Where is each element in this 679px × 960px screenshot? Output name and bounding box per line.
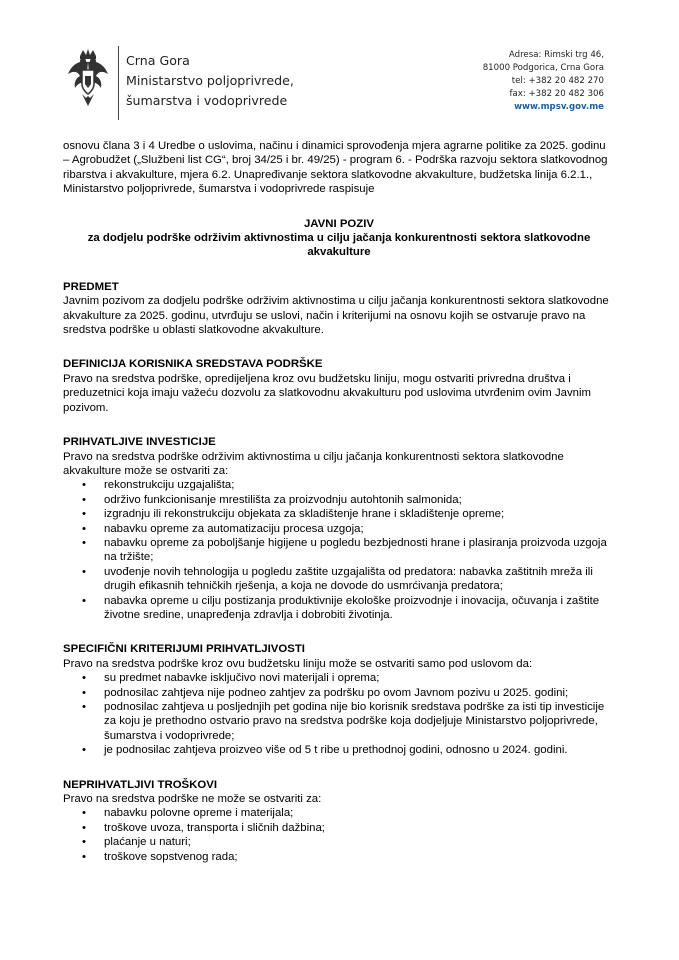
list-specificni — [63, 671, 615, 757]
list-item: • je podnosilac zahtjeva proizveo više od 5 t ribe u prethodnoj godini, odnosno u 2024. godini. — [63, 743, 615, 757]
contact-address: Adresa: Rimski trg 46, — [508, 50, 604, 60]
list-item: • održivo funkcionisanje mrestilišta za proizvodnju autohtonih salmonida; — [63, 493, 615, 507]
intro-paragraph: osnovu člana 3 i 4 Uredbe o uslovima, načinu i dinamici sprovođenja mjera agrarne politike za 2025. godinu – Agrobudžet („Službeni list CG“, broj 34/25 i br. 49/25) - program 6. - Podrška razvoju sektora slatkovodnog ribarstva i akvakulture, mjera 6.2. Unapređivanje sektora slatkovodne akvakulture, budžetska linija 6.2.1., Ministarstvo poljoprivrede, šumarstva i vodoprivrede raspisuje — [63, 140, 608, 196]
section-text-specificni: Pravo na sredstva podrške kroz ovu budžetsku liniju može se ostvariti samo pod uslovom da: — [63, 657, 533, 670]
section-text-definicija: Pravo na sredstva podrške, opredijeljena kroz ovu budžetsku liniju, mogu ostvariti privredna društva i preduzetnici koja imaju važeću dozvolu za slatkovodnu akvakulturu pod uslovima utvrđenim ovim Javnim pozivom. — [63, 372, 592, 414]
section-text-predmet: Javnim pozivom za dodjelu podrške održivim aktivnostima u cilju jačanja konkurentnosti sektora slatkovodne akvakulture za 2025. godinu, utvrđuju se uslovi, način i kriterijumi na osnovu kojih se ostvaruje pravo na sredstva podrške u oblasti slatkovodne akvakulture. — [63, 295, 609, 337]
contact-web-link[interactable]: www.mpsv.gov.me — [514, 102, 604, 112]
document-body — [63, 139, 615, 864]
list-item: • troškove sopstvenog rada; — [63, 850, 615, 864]
contact-fax: fax: +382 20 482 306 — [509, 89, 604, 99]
list-item: • nabavku polovne opreme i materijala; — [63, 806, 615, 820]
document-title — [63, 217, 615, 260]
contact-city: 81000 Podgorica, Crna Gora — [482, 63, 604, 73]
title-line-1: JAVNI POZIV — [303, 217, 375, 230]
list-item: • podnosilac zahtjeva u posljednjih pet godina nije bio korisnik sredstava podrške za isti tip investicije za koju je prethodno ostvario pravo na sredstva podrške koja dodjeljuje Ministarstvo poljoprivrede, šumarstva i vodoprivrede; — [63, 700, 615, 743]
list-neprihvatljivi — [63, 806, 615, 864]
list-item: • rekonstrukciju uzgajališta; — [63, 478, 615, 492]
ministry-name — [126, 51, 294, 111]
list-item: • plaćanje u naturi; — [63, 835, 615, 849]
title-line-2: za dodjelu podrške održivim aktivnostima u cilju jačanja konkurentnosti sektora slatkovodne akvakulture — [87, 232, 591, 259]
list-item: • su predmet nabavke isključivo novi materijali i oprema; — [63, 671, 615, 685]
list-item: • podnosilac zahtjeva nije podneo zahtjev za podršku po ovom Javnom pozivu u 2025. godini; — [63, 686, 615, 700]
contact-tel: tel: +382 20 482 270 — [511, 76, 604, 86]
section-text-neprihvatljivi: Pravo na sredstva podrške ne može se ostvariti za: — [63, 793, 322, 806]
list-item: • nabavku opreme za poboljšanje higijene u pogledu bezbjednosti hrane i plasiranja proizvoda uzgoja na tržište; — [63, 536, 615, 565]
section-heading-predmet: PREDMET — [63, 280, 119, 293]
list-item: • izgradnju ili rekonstrukciju objekata za skladištenje hrane i skladištenje opreme; — [63, 507, 615, 521]
list-item: • nabavku opreme za automatizaciju procesa uzgoja; — [63, 522, 615, 536]
ministry-line-name-cont: šumarstva i vodoprivrede — [126, 93, 288, 108]
section-heading-specificni: SPECIFIČNI KRITERIJUMI PRIHVATLJIVOSTI — [63, 643, 305, 656]
list-item: • troškove uvoza, transporta i sličnih dažbina; — [63, 821, 615, 835]
ministry-line-name: Ministarstvo poljoprivrede, — [126, 73, 294, 88]
list-prihvatljive — [63, 478, 615, 622]
contact-block — [483, 49, 604, 114]
coat-of-arms-icon — [66, 46, 110, 110]
section-heading-neprihvatljivi: NEPRIHVATLJIVI TROŠKOVI — [63, 778, 218, 791]
section-heading-prihvatljive: PRIHVATLJIVE INVESTICIJE — [63, 436, 216, 449]
section-text-prihvatljive: Pravo na sredstva podrške održivim aktivnostima u cilju jačanja konkurentnosti sektora slatkovodne akvakulture može se ostvariti za: — [63, 450, 564, 477]
list-item: • uvođenje novih tehnologija u pogledu zaštite uzgajališta od predatora: nabavka zaštitnih mreža ili drugih efikasnih tehničkih rješenja, a koja ne dovode do usmrćivanja predatora; — [63, 565, 615, 594]
header-divider — [118, 46, 119, 120]
ministry-line-country: Crna Gora — [126, 53, 190, 68]
section-heading-definicija: DEFINICIJA KORISNIKA SREDSTAVA PODRŠKE — [63, 358, 323, 371]
list-item: • nabavka opreme u cilju postizanja produktivnije ekološke proizvodnje i inovacija, očuvanja i zaštite životne sredine, unapređenja zdravlja i dobrobiti životinja. — [63, 594, 615, 623]
